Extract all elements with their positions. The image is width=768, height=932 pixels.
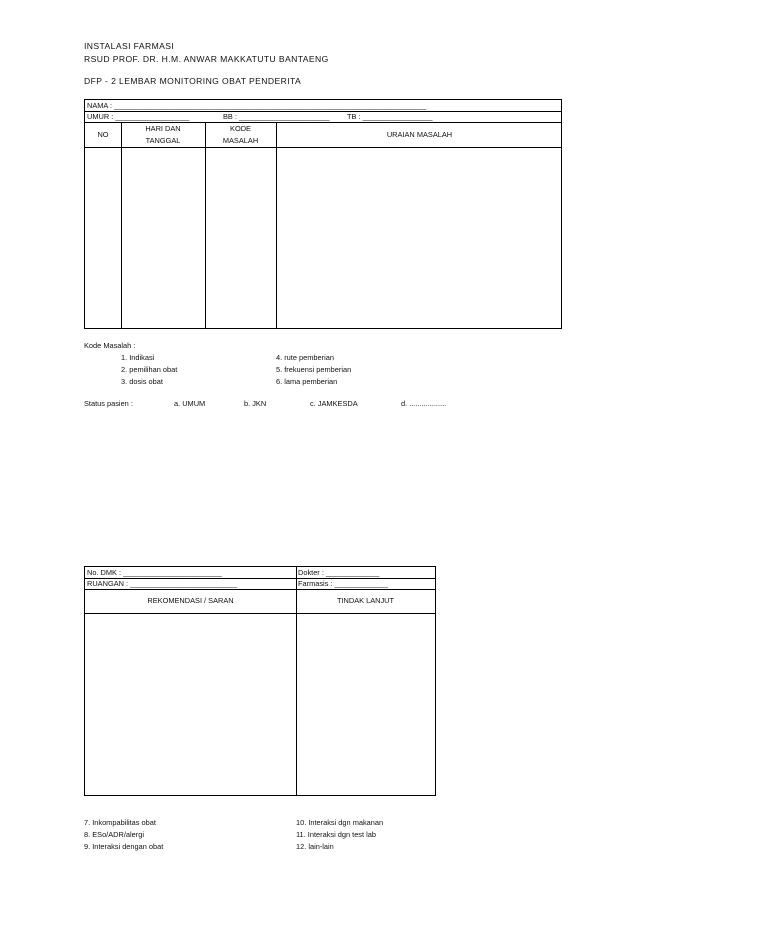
status-option-jkn[interactable]: b. JKN bbox=[244, 399, 267, 408]
kode-item: 6. lama pemberian bbox=[276, 377, 338, 386]
nama-field[interactable]: NAMA : ____________________________________________________________________________ bbox=[87, 101, 427, 110]
form-title: DFP - 2 LEMBAR MONITORING OBAT PENDERITA bbox=[84, 76, 302, 86]
kode-item: 3. dosis obat bbox=[121, 377, 163, 386]
status-option-other[interactable]: d. .................. bbox=[401, 399, 447, 408]
footer-item: 7. Inkompabilitas obat bbox=[84, 818, 156, 827]
dokter-field[interactable]: Dokter : _____________ bbox=[298, 568, 380, 577]
col-rekomendasi-header: REKOMENDASI / SARAN bbox=[147, 596, 234, 605]
kode-item: 5. frekuensi pemberian bbox=[276, 365, 352, 374]
farmasis-field[interactable]: Farmasis : _____________ bbox=[298, 579, 388, 588]
footer-item: 11. Interaksi dgn test lab bbox=[296, 830, 376, 839]
institution-name: INSTALASI FARMASI bbox=[84, 41, 175, 51]
col-no-header: NO bbox=[97, 130, 109, 139]
col-kode-header-l1: KODE bbox=[230, 124, 251, 133]
footer-item: 9. Interaksi dengan obat bbox=[84, 842, 164, 851]
ruangan-field[interactable]: RUANGAN : __________________________ bbox=[87, 579, 237, 588]
footer-item: 8. ESo/ADR/alergi bbox=[84, 830, 144, 839]
monitoring-table bbox=[84, 99, 562, 329]
status-option-jamkesda[interactable]: c. JAMKESDA bbox=[310, 399, 358, 408]
tb-field[interactable]: TB : _________________ bbox=[347, 112, 433, 121]
kode-item: 2. pemilihan obat bbox=[121, 365, 178, 374]
status-label: Status pasien : bbox=[84, 399, 133, 408]
recommendation-table bbox=[84, 566, 436, 796]
bb-field[interactable]: BB : ______________________ bbox=[223, 112, 330, 121]
status-option-umum[interactable]: a. UMUM bbox=[174, 399, 206, 408]
kode-item: 4. rute pemberian bbox=[276, 353, 334, 362]
footer-item: 10. Interaksi dgn makanan bbox=[296, 818, 384, 827]
col-uraian-header: URAIAN MASALAH bbox=[386, 130, 453, 139]
col-hari-header-l2: TANGGAL bbox=[145, 136, 181, 145]
col-tindak-header: TINDAK LANJUT bbox=[336, 596, 395, 605]
col-hari-header-l1: HARI DAN bbox=[145, 124, 181, 133]
kode-masalah-title: Kode Masalah : bbox=[84, 341, 136, 350]
hospital-name: RSUD PROF. DR. H.M. ANWAR MAKKATUTU BANTAENG bbox=[84, 54, 329, 64]
kode-item: 1. Indikasi bbox=[121, 353, 155, 362]
footer-item: 12. lain-lain bbox=[296, 842, 334, 851]
umur-field[interactable]: UMUR : __________________ bbox=[87, 112, 190, 121]
col-kode-header-l2: MASALAH bbox=[222, 136, 259, 145]
dmk-field[interactable]: No. DMK : ________________________ bbox=[87, 568, 222, 577]
